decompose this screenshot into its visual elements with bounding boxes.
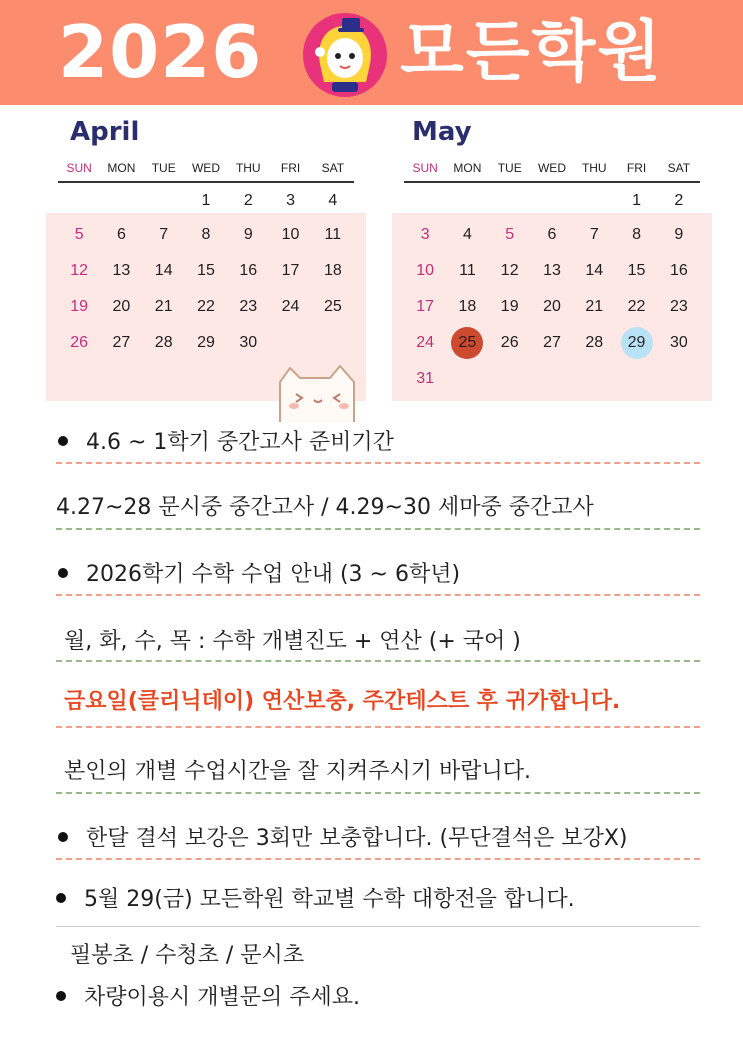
days-of-week-row xyxy=(404,161,700,183)
calendar-day: 13 xyxy=(543,262,561,279)
calendar-day: 12 xyxy=(70,262,89,279)
calendar-weeks xyxy=(404,217,700,397)
calendar-first-week xyxy=(58,185,354,211)
calendar-day: 23 xyxy=(239,298,258,315)
bullet-icon xyxy=(58,832,68,842)
day-of-week: MON xyxy=(453,161,482,175)
notice-item: 한달 결석 보강은 3회만 보충합니다. (무단결석은 보강X) xyxy=(86,826,628,851)
girl-mascot-icon xyxy=(302,12,388,98)
calendar-day: 26 xyxy=(70,334,89,351)
notice-item: 차량이용시 개별문의 주세요. xyxy=(84,985,361,1010)
calendar-day: 9 xyxy=(243,226,253,243)
calendar-day: 14 xyxy=(154,262,173,279)
bullet-icon xyxy=(58,436,68,446)
notice-item: 5월 29(금) 모든학원 학교별 수학 대항전을 합니다. xyxy=(84,887,575,912)
calendar-day: 7 xyxy=(589,226,599,243)
calendar-day: 3 xyxy=(420,226,430,243)
header-year: 2026 xyxy=(58,10,263,94)
bullet-icon xyxy=(56,893,66,903)
calendar-day: 20 xyxy=(543,298,561,315)
calendar-day: 20 xyxy=(112,298,131,315)
calendar-day: 11 xyxy=(324,226,342,243)
notice-item: 본인의 개별 수업시간을 잘 지켜주시기 바랍니다. xyxy=(64,759,532,784)
calendar-day: 27 xyxy=(543,334,561,351)
calendar-day xyxy=(573,361,615,397)
calendar-day: 30 xyxy=(669,334,688,351)
bullet-icon xyxy=(58,568,68,578)
calendar-day xyxy=(446,361,488,397)
cat-doodle-icon xyxy=(270,360,370,430)
calendar-day: 6 xyxy=(547,226,557,243)
calendar-day: 25 xyxy=(323,298,342,315)
calendar-day: 16 xyxy=(239,262,258,279)
days-of-week-row xyxy=(58,161,354,183)
dashed-divider xyxy=(56,660,700,662)
calendar-day xyxy=(615,361,657,397)
calendar-day: 1 xyxy=(201,192,211,209)
day-of-week: FRI xyxy=(626,161,647,175)
calendar-day: 8 xyxy=(201,226,211,243)
day-of-week: THU xyxy=(235,161,261,175)
calendar-day: 10 xyxy=(416,262,435,279)
calendar-day: 11 xyxy=(459,262,476,279)
calendar-day: 26 xyxy=(500,334,519,351)
calendar-day: 27 xyxy=(112,334,131,351)
calendar-day: 24 xyxy=(416,334,435,351)
day-of-week: WED xyxy=(191,161,220,175)
calendar-day: 22 xyxy=(197,298,215,315)
day-of-week: TUE xyxy=(497,161,522,175)
calendar-day: 16 xyxy=(669,262,688,279)
calendar-day: 15 xyxy=(627,262,646,279)
month-title: April xyxy=(70,117,140,147)
calendar-day: 10 xyxy=(281,226,300,243)
calendar-day: 3 xyxy=(286,192,296,209)
calendar-day: 24 xyxy=(281,298,300,315)
calendar-day: 4 xyxy=(462,226,472,243)
calendar-day: 6 xyxy=(116,226,126,243)
calendar-day: 30 xyxy=(239,334,258,351)
day-of-week: TUE xyxy=(151,161,176,175)
calendar-day: 13 xyxy=(112,262,131,279)
calendar-day: 23 xyxy=(669,298,688,315)
calendar-day xyxy=(489,361,531,397)
day-of-week: THU xyxy=(581,161,607,175)
calendar-day: 18 xyxy=(323,262,342,279)
notice-item: 2026학기 수학 수업 안내 (3 ~ 6학년) xyxy=(86,562,461,587)
day-of-week: MON xyxy=(107,161,136,175)
calendar-day: 14 xyxy=(585,262,604,279)
calendar-day-highlight-red: 25 xyxy=(446,325,488,361)
calendar-day: 7 xyxy=(159,226,169,243)
dashed-divider xyxy=(56,858,700,860)
day-of-week: SAT xyxy=(667,161,691,175)
calendar-day xyxy=(531,361,573,397)
dashed-divider xyxy=(56,726,700,728)
day-of-week: SUN xyxy=(412,161,438,175)
calendar-day: 5 xyxy=(74,226,84,243)
notice-item-highlight: 금요일(클리닉데이) 연산보충, 주간테스트 후 귀가합니다. xyxy=(64,689,621,714)
calendar-day: 22 xyxy=(627,298,646,315)
calendar-first-week xyxy=(404,185,700,211)
academy-name: 모든학원 xyxy=(400,13,664,90)
day-of-week: WED xyxy=(537,161,566,175)
calendar-day xyxy=(658,361,700,397)
dashed-divider xyxy=(56,792,700,794)
calendar-day: 18 xyxy=(458,298,477,315)
month-title: May xyxy=(412,117,472,147)
notice-item: 4.27~28 문시중 중간고사 / 4.29~30 세마중 중간고사 xyxy=(56,495,594,520)
calendar-day: 5 xyxy=(505,226,515,243)
calendar-day: 29 xyxy=(197,334,215,351)
calendar-day: 19 xyxy=(500,298,519,315)
calendar-day: 2 xyxy=(243,192,253,209)
bullet-icon xyxy=(56,991,66,1001)
calendar-day: 17 xyxy=(281,262,300,279)
calendar-day: 12 xyxy=(500,262,519,279)
day-of-week: FRI xyxy=(280,161,301,175)
dashed-divider xyxy=(56,528,700,530)
calendar-weeks xyxy=(58,217,354,361)
header-banner xyxy=(0,0,743,105)
calendar-day: 19 xyxy=(70,298,89,315)
calendar-day: 28 xyxy=(585,334,604,351)
calendar-day: 1 xyxy=(632,192,642,209)
calendar-day: 31 xyxy=(416,370,435,387)
notice-item: 필봉초 / 수청초 / 문시초 xyxy=(70,943,305,968)
calendar-day: 4 xyxy=(328,192,338,209)
calendar-day: 9 xyxy=(674,226,684,243)
calendar-day-highlight-blue: 29 xyxy=(615,325,657,361)
day-of-week: SUN xyxy=(66,161,92,175)
divider xyxy=(56,926,700,927)
calendar-day: 2 xyxy=(674,192,684,209)
calendar-day: 28 xyxy=(154,334,173,351)
notice-item: 4.6 ~ 1학기 중간고사 준비기간 xyxy=(86,430,394,455)
calendar-day: 17 xyxy=(416,298,435,315)
notice-item: 월, 화, 수, 목 : 수학 개별진도 + 연산 (+ 국어 ) xyxy=(64,629,521,654)
calendar-day: 8 xyxy=(632,226,642,243)
calendar-day: 15 xyxy=(197,262,215,279)
day-of-week: SAT xyxy=(321,161,345,175)
calendar-day: 21 xyxy=(585,298,604,315)
calendar-day xyxy=(312,325,354,361)
calendar-day: 21 xyxy=(154,298,173,315)
dashed-divider xyxy=(56,594,700,596)
dashed-divider xyxy=(56,462,700,464)
calendar-day xyxy=(269,325,311,361)
